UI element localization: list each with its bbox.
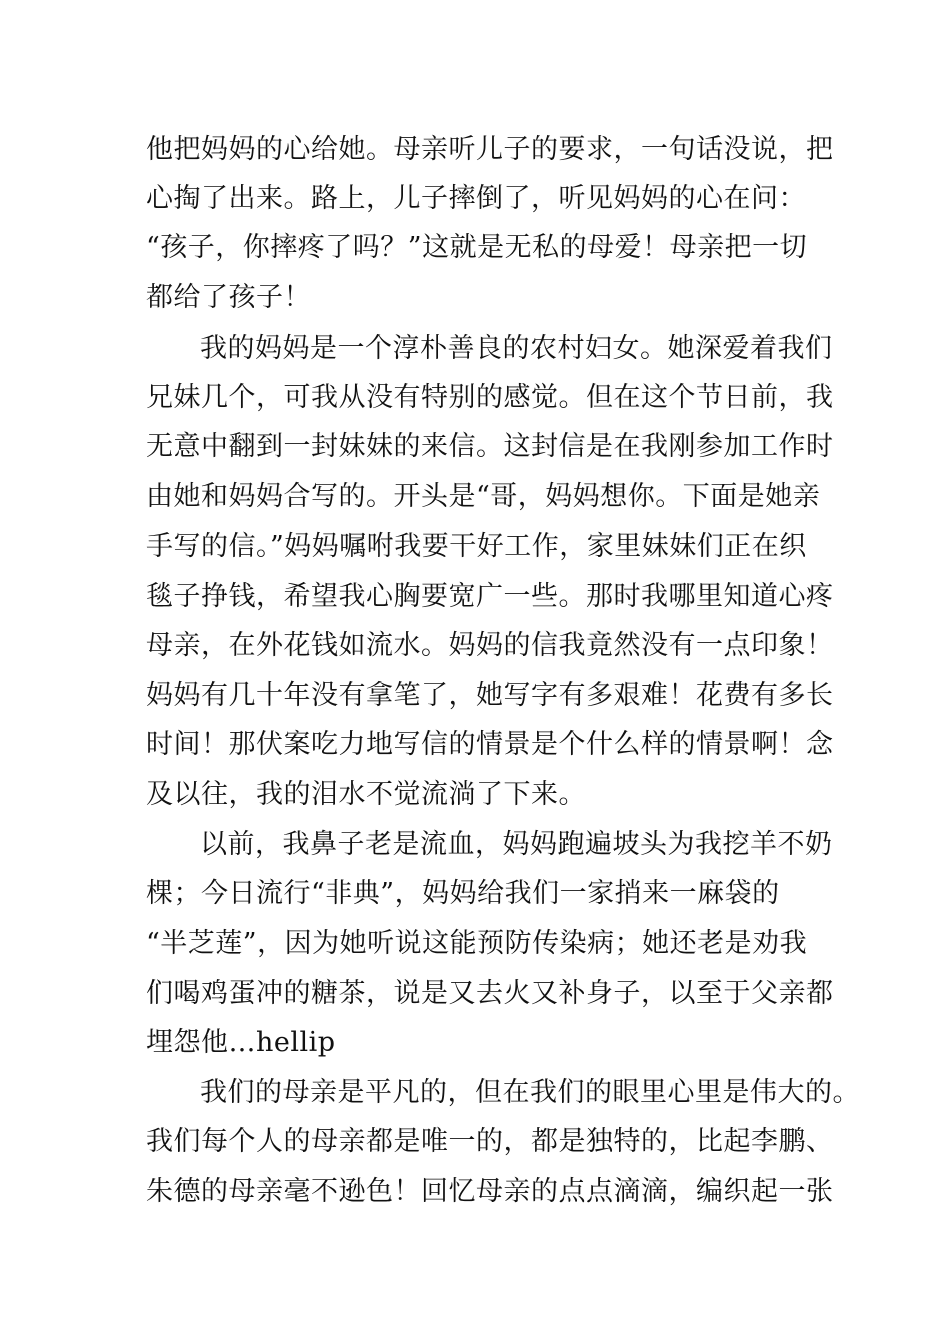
- text-line: 兄妹几个，可我从没有特别的感觉。但在这个节日前，我: [146, 382, 834, 413]
- paragraph-first-line: 我的妈妈是一个淳朴善良的农村妇女。她深爱着我们: [200, 333, 833, 364]
- text-line: 母亲，在外花钱如流水。妈妈的信我竟然没有一点印象！: [146, 630, 834, 661]
- text-line: 棵；今日流行“非典”，妈妈给我们一家捎来一麻袋的: [146, 878, 780, 909]
- text-line: “半芝莲”，因为她听说这能预防传染病；她还老是劝我: [146, 928, 808, 959]
- text-line: 们喝鸡蛋冲的糖茶，说是又去火又补身子，以至于父亲都: [146, 978, 834, 1009]
- text-line: 都给了孩子！: [146, 282, 311, 313]
- text-line: 及以往，我的泪水不觉流淌了下来。: [146, 779, 586, 810]
- text-line: 朱德的母亲毫不逊色！回忆母亲的点点滴滴，编织起一张: [146, 1176, 834, 1207]
- text-line: 无意中翻到一封妹妹的来信。这封信是在我刚参加工作时: [146, 431, 834, 462]
- text-line: 妈妈有几十年没有拿笔了，她写字有多艰难！花费有多长: [146, 680, 834, 711]
- text-line: 时间！那伏案吃力地写信的情景是个什么样的情景啊！念: [146, 729, 834, 760]
- text-line: 由她和妈妈合写的。开头是“哥，妈妈想你。下面是她亲: [146, 481, 821, 512]
- text-line: 手写的信。”妈妈嘱咐我要干好工作，家里妹妹们正在织: [146, 531, 807, 562]
- paragraph-first-line: 我们的母亲是平凡的，但在我们的眼里心里是伟大的。: [200, 1077, 860, 1108]
- text-line: 他把妈妈的心给她。母亲听儿子的要求，一句话没说，把: [146, 134, 834, 165]
- text-line: 我们每个人的母亲都是唯一的，都是独特的，比起李鹏、: [146, 1126, 834, 1157]
- text-line: “孩子，你摔疼了吗？”这就是无私的母爱！母亲把一切: [146, 232, 808, 263]
- text-line: 埋怨他…hellip: [146, 1027, 336, 1058]
- text-line: 心掏了出来。路上，儿子摔倒了，听见妈妈的心在问：: [146, 183, 806, 214]
- text-line: 毯子挣钱，希望我心胸要宽广一些。那时我哪里知道心疼: [146, 581, 834, 612]
- paragraph-first-line: 以前，我鼻子老是流血，妈妈跑遍坡头为我挖羊不奶: [200, 829, 833, 860]
